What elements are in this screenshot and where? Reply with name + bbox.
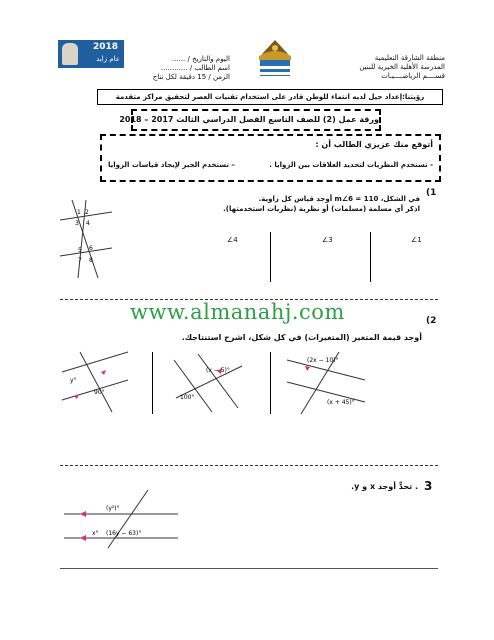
question-2-number: (2 (426, 316, 437, 326)
header-left-info (120, 55, 230, 82)
column-divider (270, 232, 271, 282)
fig1-label-8: 8 (89, 257, 93, 264)
angle-4-label: ∠4 (227, 236, 238, 244)
fig1-label-6: 6 (89, 245, 93, 252)
fig-3-label-y2: (y²)° (106, 505, 120, 512)
header-right-info (320, 54, 445, 81)
fig-a-label-90: 90° (94, 389, 105, 396)
question-1-line-2: اذكر أي مسلمة (مسلمات) أو نظرية (نظريات استخدمتها). (223, 205, 420, 213)
vision-statement: رؤيتنا:إعداد جيل لديه انتماء للوطن قادر على استخدام تقنيات العصر لتحقيق مراكز متقدمة (115, 93, 425, 101)
year-of-zayed-logo (58, 40, 124, 68)
time-line: الزمن / 15 دقيقة لكل نتاج (152, 73, 230, 81)
question-2-figure-a (60, 350, 130, 414)
question-1-number: (1 (426, 188, 437, 198)
fig1-label-3: 3 (75, 220, 79, 227)
school-name: المدرسة الأهلية الخيرية للبنين (359, 63, 445, 71)
fig-b-label-x: (x − 5)° (206, 367, 230, 374)
objectives-heading: أتوقع منك عزيزي الطالب أن : (315, 140, 433, 149)
portrait-icon (62, 43, 78, 65)
question-3-number: 3 (424, 479, 433, 493)
angle-3-label: ∠3 (322, 236, 333, 244)
angle-1-label: ∠1 (411, 236, 422, 244)
column-divider (270, 352, 271, 414)
section-separator (60, 465, 438, 466)
page-bottom-rule (60, 568, 438, 569)
fig1-label-5: 5 (78, 247, 82, 254)
column-divider (152, 352, 153, 414)
department-name: قســــم الرياضــــيـات (381, 72, 445, 80)
objectives-box (100, 134, 441, 182)
logo-year: 2018 (92, 42, 118, 52)
date-line: اليوم والتاريخ / ...... (171, 55, 230, 63)
objective-item-2: – تستخدم الجبر لإيجاد قياسات الزوايا (108, 161, 235, 169)
question-1-figure (58, 198, 114, 280)
fig-c-label-2x: (2x − 10)° (307, 357, 339, 364)
question-3-figure (62, 488, 182, 550)
vision-box (97, 89, 443, 105)
fig-a-label-y: y° (70, 377, 77, 384)
objective-item-1: - تستخدم النظريات لتحديد العلاقات بين الزوايا . (269, 161, 433, 169)
school-emblem-icon (254, 38, 296, 82)
watermark-text: www.almanahj.com (130, 300, 345, 324)
region-name: منطقة الشارقة التعليمية (374, 54, 445, 62)
fig1-label-4: 4 (86, 220, 90, 227)
fig-3-label-16y: (16y − 63)° (106, 530, 142, 537)
question-3-text: . تحدٍّ أوجد x و y. (351, 482, 418, 491)
column-divider (370, 232, 371, 282)
question-2-figure-b (172, 352, 244, 414)
question-2-text: أوجد قيمة المتغير (المتغيرات) في كل شكل، اشرح استنتاجك. (181, 333, 422, 342)
question-1-line-1: في الشكل، m∠6 = 110 أوجد قياس كل زاوية. (258, 195, 420, 203)
fig-c-label-x45: (x + 45)° (327, 399, 355, 406)
logo-subtitle: عام زايد (96, 55, 120, 63)
fig1-label-2: 2 (85, 209, 89, 216)
fig-3-label-x: x° (92, 530, 99, 537)
question-2-figure-c (285, 350, 367, 416)
worksheet-title: ورقة عمل (2) للصف التاسع الفصل الدراسي الثالث 2017 – 2018 (119, 115, 379, 124)
fig1-label-7: 7 (78, 257, 82, 264)
student-name-line: اسم الطالب / ............ (160, 64, 230, 72)
worksheet-title-box (119, 109, 381, 131)
fig-b-label-100: 100° (180, 394, 195, 401)
fig1-label-1: 1 (77, 209, 81, 216)
